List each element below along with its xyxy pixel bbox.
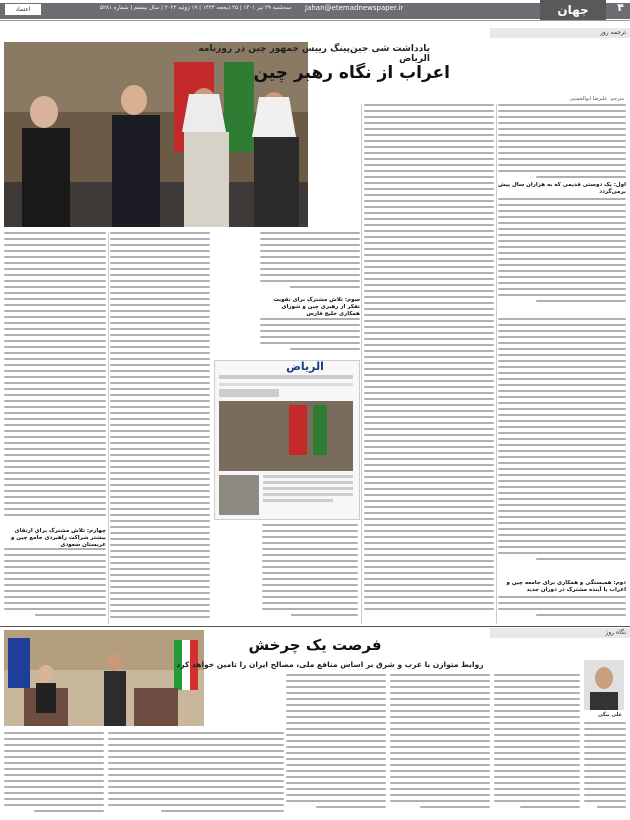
page-number: ۴ — [617, 1, 624, 14]
newspaper-logo: اعتماد — [5, 4, 41, 15]
dateline: سه‌شنبه ۲۹ تیر ۱۴۰۱ | ۲۵ ذیحجه ۱۴۴۳ | ۱۹ ژوئیه ۲۰۲۲ | سال بیستم | شماره ۵۲۸۱ — [100, 5, 292, 11]
subhead-4: چهارم: تلاش مشترک برای ارتقای بیشتر شراکت راهبردی جامع چین و عربستان سعودی — [10, 528, 106, 548]
bottom-text-col-0 — [584, 722, 626, 816]
section-divider — [0, 626, 630, 627]
avatar — [584, 660, 624, 710]
section-email[interactable]: Jahan@etemadnewspaper.ir — [305, 4, 404, 12]
main-text-col-3b — [260, 318, 360, 358]
bottom-text-col-2 — [390, 674, 490, 816]
main-text-col-1 — [498, 104, 626, 314]
author-photo — [584, 660, 624, 710]
bottom-photo — [4, 630, 204, 726]
main-text-col-3 — [260, 232, 360, 292]
subhead-1: اول: یک دوستی قدیمی که به هزاران سال پیش برمی‌گردد — [498, 182, 626, 195]
author-name: علی بیگی — [597, 712, 622, 718]
main-text-col-4 — [262, 524, 358, 624]
main-byline: مترجم: علیرضا ابوالحسنی — [569, 96, 624, 102]
main-text-col-1b — [498, 318, 626, 573]
main-text-col-5 — [110, 232, 210, 624]
main-headline: اعراب از نگاه رهبر چین — [253, 63, 450, 83]
main-text-col-6 — [4, 232, 106, 522]
col-divider — [108, 232, 109, 624]
page-header — [0, 0, 630, 30]
bottom-text-col-4 — [108, 732, 284, 816]
bottom-text-col-5 — [4, 732, 104, 816]
header-divider — [0, 20, 630, 21]
bottom-photo-illustration — [4, 630, 204, 726]
subhead-3: سوم: تلاش مشترک برای تقویت تفکر از رهبری چین و شورای همکاری خلیج فارس — [273, 297, 360, 317]
section-label: جهان — [540, 0, 606, 20]
bottom-kicker: روابط متوازن با غرب و شرق بر اساس منافع ملی، مصالح ایران را تامین خواهد کرد — [176, 660, 484, 669]
col-divider — [496, 104, 497, 624]
main-text-col-2 — [364, 104, 494, 624]
col-divider — [361, 104, 362, 624]
bottom-text-col-3 — [286, 674, 386, 816]
clipping-illustration — [214, 361, 359, 520]
clipping-masthead: الرياض — [286, 360, 324, 373]
main-text-col-6b — [4, 548, 106, 624]
bottom-headline: فرصت یک چرخش — [248, 636, 382, 654]
main-kicker: یادداشت شی جین‌پینگ رییس جمهور چین در روزنامه الریاض — [198, 44, 430, 64]
subhead-2: دوم: همبستگی و همکاری برای جامعه چین و اعراب با آینده مشترک در دوران جدید — [506, 580, 626, 593]
bottom-text-col-1 — [494, 674, 580, 816]
main-text-col-1c — [498, 596, 626, 622]
rubric-top: ترجمه روز — [490, 28, 630, 38]
rubric-bottom: نگاه روز — [490, 628, 630, 638]
newspaper-clipping — [214, 360, 360, 520]
